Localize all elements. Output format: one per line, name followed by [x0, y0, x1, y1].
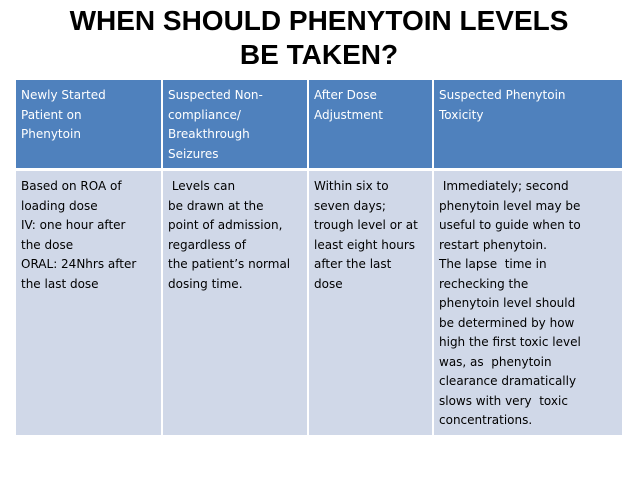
header-suspected-toxicity: Suspected Phenytoin Toxicity — [433, 80, 622, 170]
slide-title — [0, 4, 638, 72]
phenytoin-levels-table — [16, 80, 622, 435]
header-after-dose-adjustment: After Dose Adjustment — [308, 80, 433, 170]
table-row — [16, 170, 622, 435]
cell-after-dose-adjustment: Within six to seven days; trough level or at least eight hours after the last dose — [308, 170, 433, 435]
title-line-1: WHEN SHOULD PHENYTOIN LEVELS — [69, 5, 569, 36]
cell-suspected-toxicity: Immediately; second phenytoin level may be useful to guide when to restart phenytoin. The lapse time in rechecking the phenytoin level should be determined by how high the first toxic level was, as phenytoin clearance dramatically slows with very toxic concentrations. — [433, 170, 622, 435]
header-newly-started: Newly Started Patient on Phenytoin — [16, 80, 162, 170]
header-suspected-noncompliance: Suspected Non- compliance/ Breakthrough Seizures — [162, 80, 308, 170]
cell-newly-started: Based on ROA of loading dose IV: one hour after the dose ORAL: 24Nhrs after the last dose — [16, 170, 162, 435]
title-line-2: BE TAKEN? — [239, 39, 399, 70]
header-row — [16, 80, 622, 170]
cell-suspected-noncompliance: Levels can be drawn at the point of admission, regardless of the patient’s normal dosing time. — [162, 170, 308, 435]
